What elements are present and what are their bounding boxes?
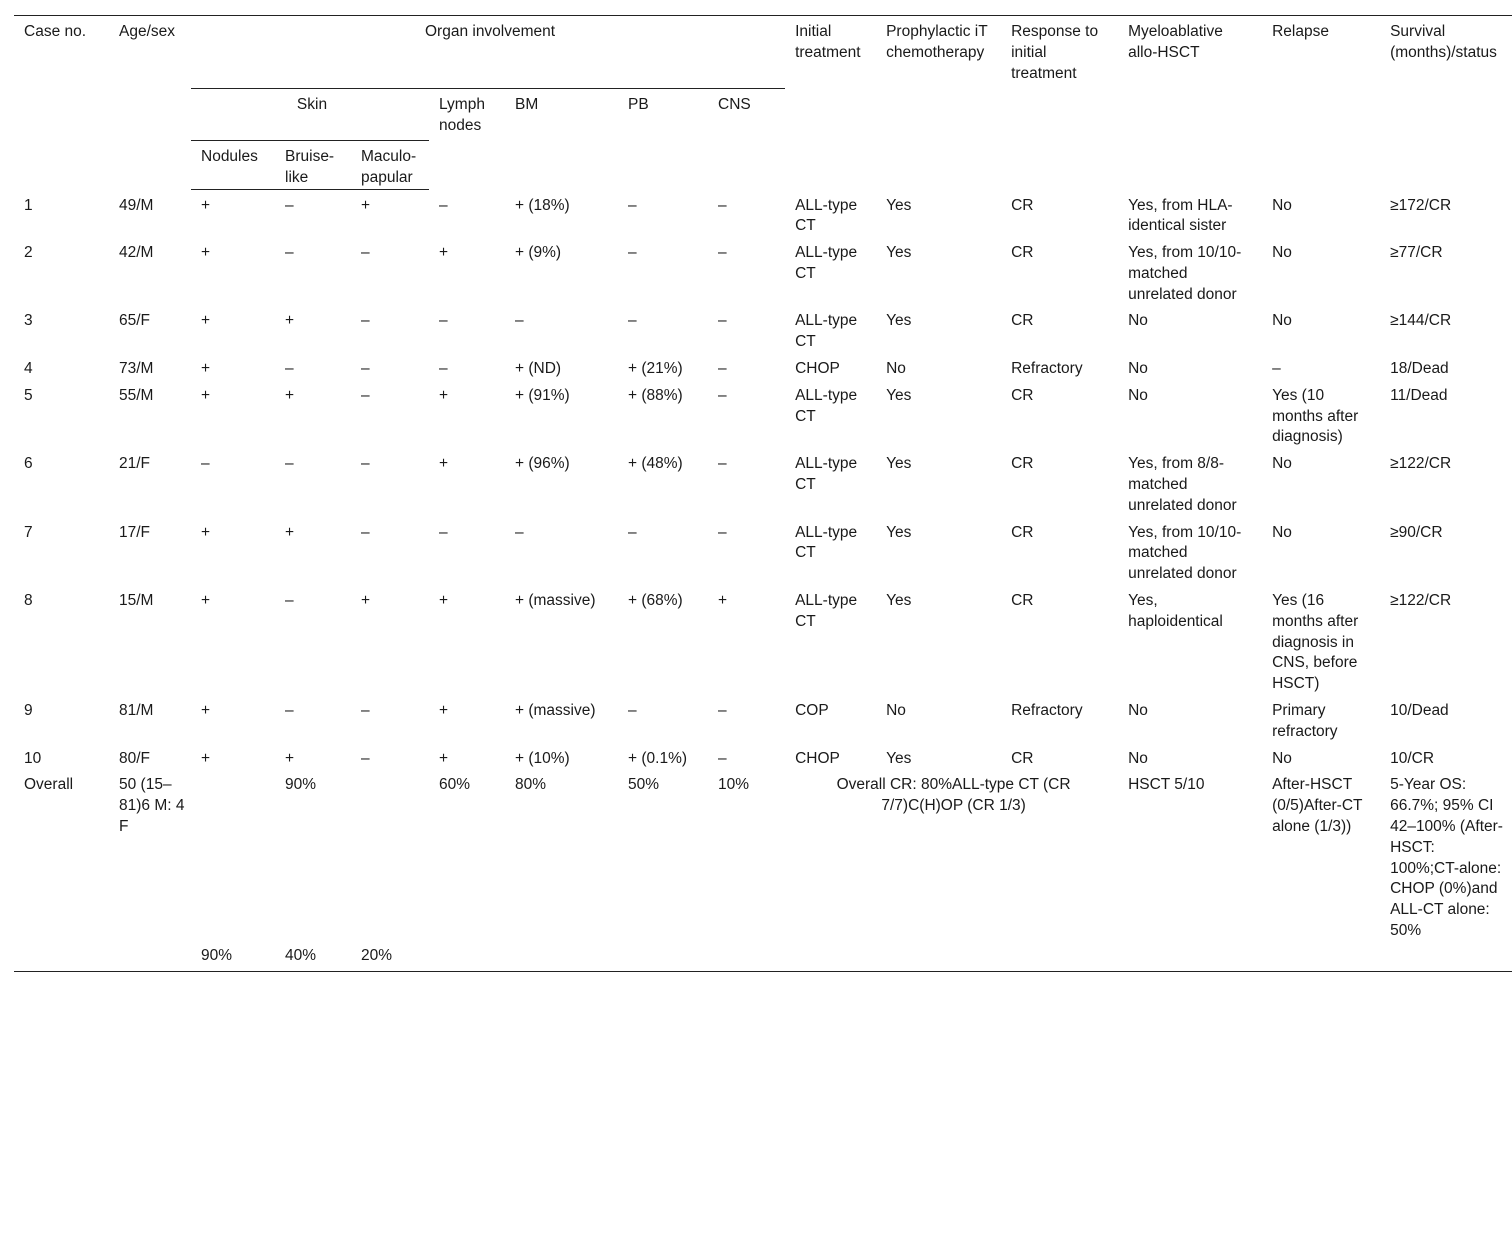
cell-age-sex: 17/F [119,523,151,541]
header-age-sex: Age/sex [109,16,191,190]
cell-hsct: No [1128,749,1148,767]
table-row [14,448,1512,516]
cell-age-sex: 49/M [119,196,154,214]
cell-response: Refractory [1011,702,1083,720]
cell-cns: – [718,749,727,767]
cell-peripheral-blood: + (88%) [628,386,683,404]
case-series-table [14,15,1512,972]
table-row [14,585,1512,695]
cell-skin-bruise-like: + [285,523,295,541]
cell-skin-bruise-like: – [285,702,294,720]
header-relapse: Relapse [1262,16,1380,190]
cell-skin-nodules: + [201,592,211,610]
cell-skin-nodules: – [201,455,210,473]
cell-cns: – [718,702,727,720]
table-row [14,380,1512,448]
cell-hsct: No [1128,702,1148,720]
cell-peripheral-blood: + (0.1%) [628,749,688,767]
cell-survival: ≥144/CR [1390,312,1452,330]
cell-bone-marrow: + (91%) [515,386,570,404]
cell-prophylactic-it: Yes [886,592,912,610]
cell-bone-marrow: + (9%) [515,244,562,262]
cell-initial-treatment: ALL-type CT [795,196,858,235]
header-hsct: Myeloablative allo-HSCT [1118,16,1262,190]
header-bruise-like: Bruise-like [275,141,351,190]
cell-skin-bruise-like: + [285,386,295,404]
cell-skin-bruise-like: – [285,455,294,473]
cell-age-sex: 55/M [119,386,154,404]
cell-relapse: Primary refractory [1272,702,1338,740]
cell-initial-treatment: ALL-type CT [795,523,858,562]
cell-lymph-nodes: + [439,455,449,473]
cell-response: CR [1011,523,1034,541]
cell-hsct: Yes, from 8/8-matched unrelated donor [1128,455,1237,514]
cell-prophylactic-it: Yes [886,523,912,541]
cell-survival: ≥172/CR [1390,196,1452,214]
cell-prophylactic-it: Yes [886,244,912,262]
cell-response: Refractory [1011,360,1083,378]
overall-hsct: HSCT 5/10 [1128,776,1205,794]
cell-skin-nodules: + [201,386,211,404]
cell-age-sex: 81/M [119,702,154,720]
cell-initial-treatment: ALL-type CT [795,312,858,351]
cell-lymph-nodes: – [439,196,448,214]
cell-bone-marrow: + (18%) [515,196,570,214]
cell-response: CR [1011,244,1034,262]
cell-bone-marrow: + (10%) [515,749,570,767]
cell-relapse: No [1272,455,1292,473]
cell-case-number: 3 [24,312,33,330]
cell-hsct: Yes, haploidentical [1128,592,1223,630]
cell-lymph-nodes: + [439,244,449,262]
cell-skin-nodules: + [201,702,211,720]
overall-cr: Overall CR: 80%ALL-type CT (CR 7/7)C(H)OP (CR 1/3) [836,776,1071,815]
cell-relapse: Yes (16 months after diagnosis in CNS, before HSCT) [1272,592,1359,693]
cell-lymph-nodes: – [439,523,448,541]
cell-response: CR [1011,455,1034,473]
cell-cns: – [718,523,727,541]
cell-skin-bruise-like: + [285,749,295,767]
cell-peripheral-blood: – [628,702,637,720]
table-row [14,190,1512,238]
cell-age-sex: 73/M [119,360,154,378]
cell-relapse: Yes (10 months after diagnosis) [1272,386,1359,446]
cell-hsct: Yes, from 10/10-matched unrelated donor [1128,244,1242,303]
cell-relapse: No [1272,244,1292,262]
cell-response: CR [1011,386,1034,404]
cell-lymph-nodes: – [439,312,448,330]
header-survival: Survival (months)/status [1380,16,1512,190]
header-prophylactic: Prophylactic iT chemotherapy [876,16,1001,190]
cell-skin-maculopapular: + [361,592,371,610]
cell-skin-nodules: + [201,312,211,330]
cell-cns: – [718,312,727,330]
cell-age-sex: 80/F [119,749,151,767]
header-cns: CNS [718,96,751,113]
cell-relapse: No [1272,749,1292,767]
cell-prophylactic-it: Yes [886,312,912,330]
cell-relapse: – [1272,360,1281,378]
cell-initial-treatment: ALL-type CT [795,386,858,425]
cell-survival: ≥122/CR [1390,455,1452,473]
cell-lymph-nodes: + [439,386,449,404]
cell-skin-bruise-like: – [285,244,294,262]
header-lymph: Lymph nodes [439,96,485,134]
cell-survival: ≥122/CR [1390,592,1452,610]
header-initial-treatment: Initial treatment [785,16,876,190]
cell-case-number: 4 [24,360,33,378]
cell-survival: ≥77/CR [1390,244,1443,262]
header-maculopapular: Maculo-papular [351,141,429,190]
overall-label: Overall [24,776,74,794]
overall-skin: 90% [285,776,317,794]
cell-bone-marrow: – [515,312,524,330]
cell-response: CR [1011,196,1034,214]
cell-response: CR [1011,312,1034,330]
cell-relapse: No [1272,312,1292,330]
cell-hsct: No [1128,312,1148,330]
cell-skin-nodules: + [201,523,211,541]
cell-hsct: No [1128,386,1148,404]
cell-skin-maculopapular: – [361,455,370,473]
cell-skin-maculopapular: – [361,312,370,330]
cell-skin-nodules: + [201,360,211,378]
overall-row [14,769,1512,945]
cell-case-number: 8 [24,592,33,610]
overall-cns: 10% [718,776,750,794]
cell-lymph-nodes: + [439,749,449,767]
cell-skin-nodules: + [201,244,211,262]
cell-response: CR [1011,749,1034,767]
header-nodules: Nodules [191,141,275,190]
cell-cns: – [718,386,727,404]
cell-skin-nodules: + [201,749,211,767]
overall-relapse: After-HSCT (0/5)After-CT alone (1/3)) [1272,776,1363,836]
cell-skin-maculopapular: – [361,360,370,378]
overall-bm: 80% [515,776,547,794]
overall-maculo: 20% [351,946,429,971]
cell-prophylactic-it: No [886,360,906,378]
header-skin: Skin [191,89,429,141]
table-row [14,353,1512,380]
cell-cns: + [718,592,728,610]
cell-survival: 18/Dead [1390,360,1449,378]
cell-survival: 10/Dead [1390,702,1449,720]
cell-cns: – [718,244,727,262]
cell-case-number: 7 [24,523,33,541]
cell-case-number: 5 [24,386,33,404]
cell-cns: – [718,360,727,378]
overall-nodules: 90% [191,946,275,971]
overall-skin-breakdown-row [14,946,1512,971]
cell-cns: – [718,455,727,473]
cell-peripheral-blood: – [628,244,637,262]
cell-age-sex: 15/M [119,592,154,610]
cell-skin-maculopapular: – [361,244,370,262]
cell-skin-maculopapular: – [361,749,370,767]
cell-peripheral-blood: + (48%) [628,455,683,473]
overall-lymph: 60% [439,776,471,794]
cell-skin-nodules: + [201,197,211,214]
cell-peripheral-blood: – [628,523,637,541]
cell-skin-bruise-like: – [285,592,294,610]
cell-bone-marrow: + (massive) [515,592,596,610]
cell-skin-bruise-like: – [285,197,294,214]
cell-skin-bruise-like: + [285,312,295,330]
cell-survival: 10/CR [1390,749,1435,767]
overall-pb: 50% [628,776,660,794]
cell-bone-marrow: + (96%) [515,455,570,473]
cell-initial-treatment: CHOP [795,749,840,767]
cell-survival: ≥90/CR [1390,523,1443,541]
header-organ-involvement: Organ involvement [191,16,785,89]
cell-initial-treatment: ALL-type CT [795,455,858,494]
overall-bruise: 40% [275,946,351,971]
cell-bone-marrow: – [515,523,524,541]
cell-initial-treatment: CHOP [795,360,840,378]
cell-cns: – [718,196,727,214]
cell-hsct: Yes, from HLA-identical sister [1128,196,1233,235]
cell-skin-maculopapular: – [361,523,370,541]
cell-initial-treatment: ALL-type CT [795,244,858,282]
table-row [14,517,1512,585]
header-bm: BM [515,96,539,113]
cell-skin-maculopapular: – [361,702,370,720]
overall-survival: 5-Year OS: 66.7%; 95% CI 42–100% (After-HSCT: 100%;CT-alone: CHOP (0%)and ALL-CT alone: 50% [1390,776,1503,939]
table-row [14,237,1512,305]
cell-skin-maculopapular: – [361,386,370,404]
cell-lymph-nodes: + [439,592,449,610]
header-pb: PB [628,96,649,113]
cell-peripheral-blood: + (21%) [628,360,683,378]
cell-case-number: 6 [24,455,33,473]
cell-lymph-nodes: + [439,702,449,720]
cell-skin-maculopapular: + [361,197,371,214]
cell-peripheral-blood: + (68%) [628,592,683,610]
cell-prophylactic-it: Yes [886,386,912,404]
cell-case-number: 10 [24,749,42,767]
cell-prophylactic-it: Yes [886,455,912,473]
cell-prophylactic-it: Yes [886,196,912,214]
cell-peripheral-blood: – [628,312,637,330]
cell-relapse: No [1272,523,1292,541]
cell-survival: 11/Dead [1390,386,1448,404]
cell-relapse: No [1272,196,1292,214]
table-row [14,305,1512,353]
cell-initial-treatment: ALL-type CT [795,592,858,630]
cell-prophylactic-it: Yes [886,749,912,767]
cell-hsct: No [1128,360,1148,378]
cell-prophylactic-it: No [886,702,906,720]
cell-response: CR [1011,592,1034,610]
cell-bone-marrow: + (ND) [515,360,562,378]
header-response: Response to initial treatment [1001,16,1118,190]
table-row [14,743,1512,770]
cell-age-sex: 65/F [119,312,151,330]
cell-initial-treatment: COP [795,702,829,720]
cell-case-number: 9 [24,702,33,720]
cell-age-sex: 21/F [119,455,151,473]
table-row [14,695,1512,743]
cell-case-number: 2 [24,244,33,262]
header-case: Case no. [14,16,109,190]
overall-age: 50 (15–81)6 M: 4 F [119,776,185,836]
cell-peripheral-blood: – [628,196,637,214]
cell-skin-bruise-like: – [285,360,294,378]
cell-hsct: Yes, from 10/10-matched unrelated donor [1128,523,1242,583]
cell-bone-marrow: + (massive) [515,702,596,720]
cell-case-number: 1 [24,196,33,214]
cell-age-sex: 42/M [119,244,154,262]
cell-lymph-nodes: – [439,360,448,378]
